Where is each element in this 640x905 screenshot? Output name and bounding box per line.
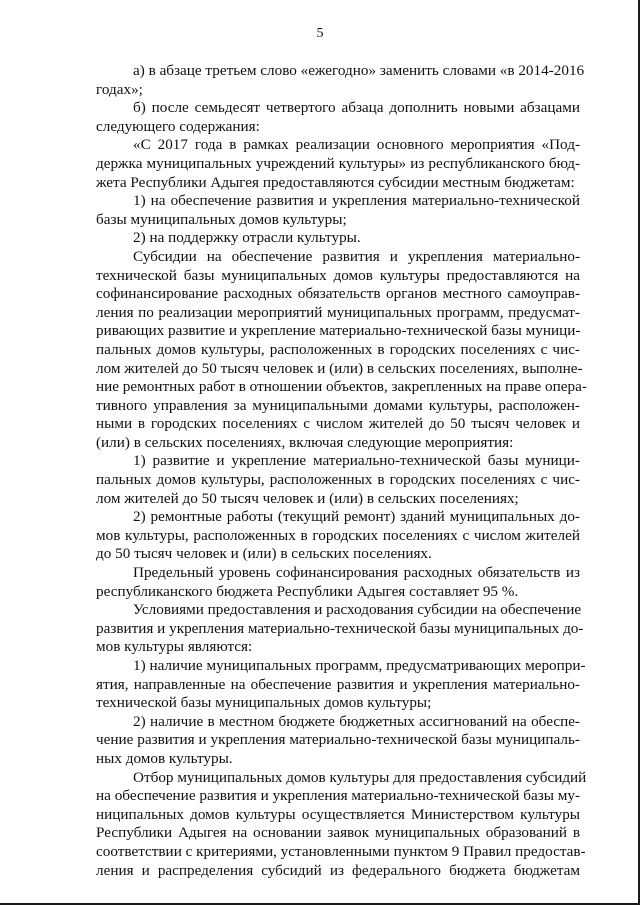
- text-line: Республики Адыгея на основании заявок муниципальных образований в: [96, 824, 580, 842]
- text-line: пальных домов культуры, расположенных в городских поселениях с чис-: [96, 340, 580, 358]
- text-line: 2) наличие в местном бюджете бюджетных ассигнований на обеспе-: [133, 712, 580, 730]
- text-line: следующего содержания:: [96, 117, 260, 135]
- text-line: 2) на поддержку отрасли культуры.: [133, 229, 361, 247]
- text-line: до 50 тысяч человек и (или) в сельских поселениях.: [96, 545, 432, 563]
- text-line: (или) в сельских поселениях, включая следующие мероприятия:: [96, 433, 514, 451]
- text-line: Условиями предоставления и расходования субсидии на обеспечение: [133, 601, 582, 619]
- text-line: 1) на обеспечение развития и укрепления материально-технической: [133, 192, 580, 210]
- text-line: б) после семьдесят четвертого абзаца дополнить новыми абзацами: [133, 99, 580, 117]
- text-line: пальных домов культуры, расположенных в городских поселениях с чис-: [96, 471, 580, 489]
- text-line: на обеспечение развития и укрепления материально-технической базы му-: [96, 787, 580, 805]
- text-line: чение развития и укрепления материально-технической базы муниципаль-: [96, 731, 580, 749]
- text-line: мов культуры являются:: [96, 638, 253, 656]
- text-line: лом жителей до 50 тысяч человек и (или) в сельских поселениях;: [96, 489, 519, 507]
- text-line: Предельный уровень софинансирования расходных обязательств из: [133, 564, 580, 582]
- text-line: годах»;: [96, 80, 143, 98]
- text-line: 1) наличие муниципальных программ, предусматривающих меропри-: [133, 657, 586, 674]
- text-line: технической базы муниципальных домов культуры;: [96, 694, 432, 712]
- text-line: а) в абзаце третьем слово «ежегодно» заменить словами «в 2014-2016: [133, 62, 585, 79]
- text-line: мов культуры, расположенных в городских поселениях с числом жителей: [96, 526, 580, 544]
- text-line: ления по реализации мероприятий муниципальных программ, предусмат-: [96, 303, 580, 321]
- text-line: 1) развитие и укрепление материально-технической базы муници-: [133, 452, 580, 470]
- document-body: [96, 62, 587, 880]
- page-number: 5: [316, 26, 324, 41]
- text-line: ривающих развитие и укрепление материально-технической базы муници-: [96, 322, 581, 340]
- text-line: развития и укрепления материально-технической базы муниципальных до-: [96, 619, 584, 637]
- text-line: соответствии с критериями, установленными пунктом 9 Правил предостав-: [96, 842, 586, 860]
- text-line: жета Республики Адыгея предоставляются субсидии местным бюджетам:: [96, 173, 575, 191]
- text-line: лом жителей до 50 тысяч человек и (или) в сельских поселениях, выполне-: [96, 359, 583, 377]
- text-line: ления и распределения субсидий из федерального бюджета бюджетам: [96, 861, 580, 879]
- text-line: ными в городских поселениях с числом жителей до 50 тысяч человек и: [96, 415, 580, 433]
- text-line: Субсидии на обеспечение развития и укрепления материально-: [133, 247, 580, 265]
- text-line: тивного управления за муниципальными домами культуры, расположен-: [96, 396, 580, 414]
- text-line: республиканского бюджета Республики Адыгея составляет 95 %.: [96, 582, 519, 600]
- text-line: ниципальных домов культуры осуществляется Министерством культуры: [96, 805, 580, 823]
- text-line: технической базы муниципальных домов культуры предоставляются на: [96, 266, 580, 284]
- text-line: ных домов культуры.: [96, 749, 233, 767]
- text-line: 2) ремонтные работы (текущий ремонт) зданий муниципальных до-: [133, 508, 580, 526]
- text-line: базы муниципальных домов культуры;: [96, 210, 347, 228]
- text-line: ятия, направленные на обеспечение развития и укрепления материально-: [96, 675, 580, 693]
- text-line: ние ремонтных работ в отношении объектов, закрепленных на праве опера-: [96, 378, 587, 396]
- text-line: «С 2017 года в рамках реализации основного мероприятия «Под-: [133, 136, 580, 154]
- text-line: держка муниципальных учреждений культуры» из республиканского бюд-: [96, 154, 580, 172]
- text-line: софинансирование расходных обязательств органов местного самоуправ-: [96, 285, 580, 303]
- text-line: Отбор муниципальных домов культуры для предоставления субсидий: [133, 768, 587, 786]
